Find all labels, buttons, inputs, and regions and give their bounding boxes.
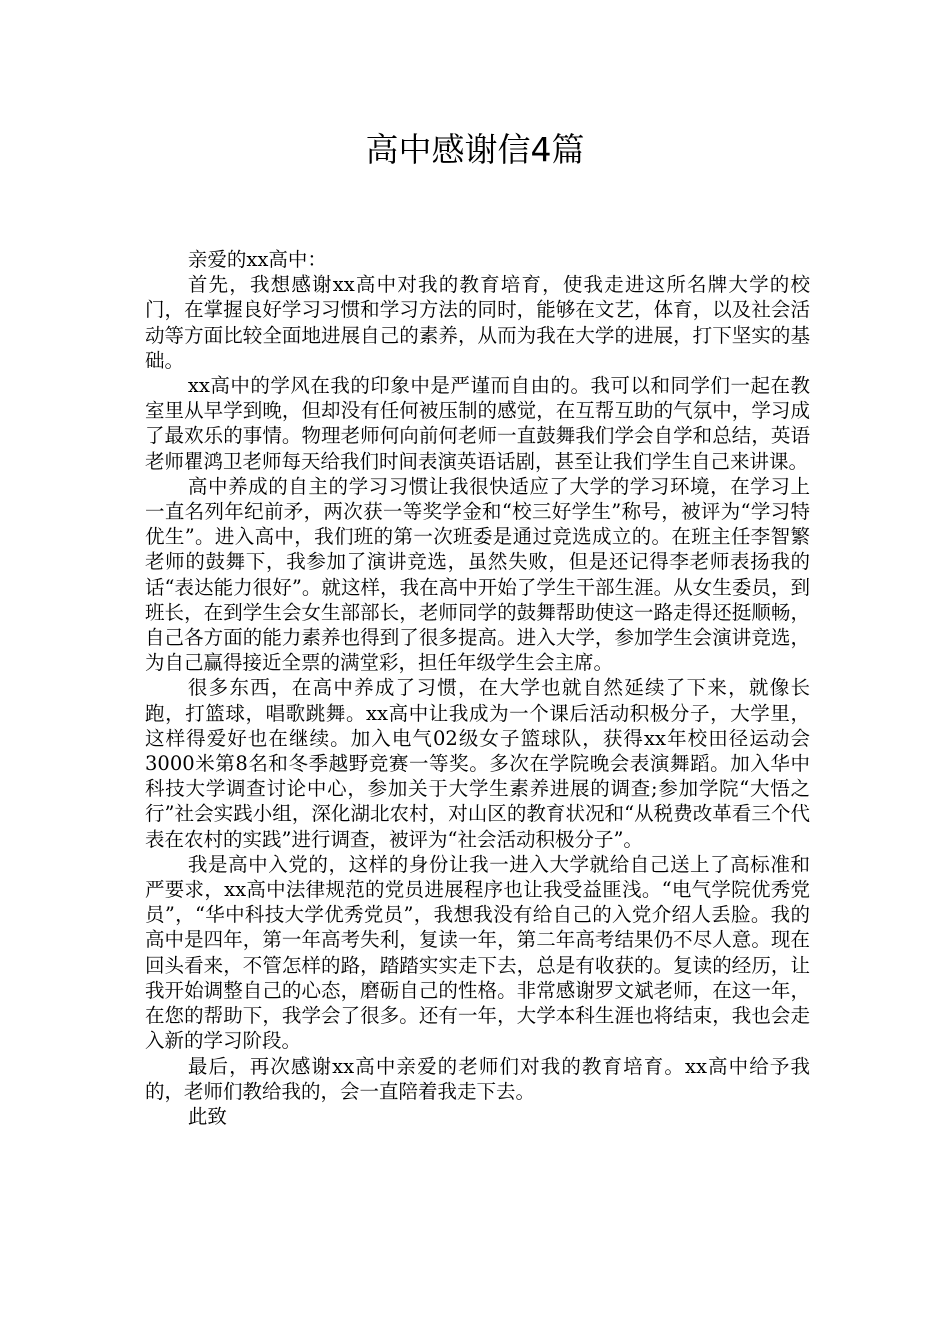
paragraph: xx高中的学风在我的印象中是严谨而自由的。我可以和同学们一起在教室里从早学到晚，但却没有任何被压制的感觉，在互帮互助的气氛中，学习成了最欢乐的事情。物理老师何向前何老师一直鼓舞我们学会自学和总结，英语老师瞿鸿卫老师每天给我们时间表演英语话剧，甚至让我们学生自己来讲课。 — [145, 374, 810, 473]
paragraph: 很多东西，在高中养成了习惯，在大学也就自然延续了下来，就像长跑，打篮球，唱歌跳舞。xx高中让我成为一个课后活动积极分子，大学里，这样得爱好也在继续。加入电气02级女子篮球队，获得xx年校田径运动会3000米第8名和冬季越野竞赛一等奖。多次在学院晚会表演舞蹈。加入华中科技大学调查讨论中心，参加关于大学生素养进展的调查;参加学院“大悟之行”社会实践小组，深化湖北农村，对山区的教育状况和“从税费改革看三个代表在农村的实践”进行调查，被评为“社会活动积极分子”。 — [145, 676, 810, 851]
letter-salutation: 亲爱的xx高中： — [187, 248, 327, 271]
letter-closing: 此致 — [187, 1104, 227, 1128]
paragraph: 我是高中入党的，这样的身份让我一进入大学就给自己送上了高标准和严要求，xx高中法律规范的党员进展程序也让我受益匪浅。“电气学院优秀党员”，“华中科技大学优秀党员”，我想我没有给自己的入党介绍人丢脸。我的高中是四年，第一年高考失利，复读一年，第二年高考结果仍不尽人意。现在回头看来，不管怎样的路，踏踏实实走下去，总是有收获的。复读的经历，让我开始调整自己的心态，磨砺自己的性格。非常感谢罗文斌老师，在这一年，在您的帮助下，我学会了很多。还有一年，大学本科生涯也将结束，我也会走入新的学习阶段。 — [145, 852, 810, 1053]
letter-body — [145, 247, 810, 1129]
paragraph: 首先，我想感谢xx高中对我的教育培育，使我走进这所名牌大学的校门，在掌握良好学习习惯和学习方法的同时，能够在文艺，体育，以及社会活动等方面比较全面地进展自己的素养，从而为我在大学的进展，打下坚实的基础。 — [145, 273, 810, 372]
document-title: 高中感谢信4篇 — [365, 130, 585, 169]
paragraph: 高中养成的自主的学习习惯让我很快适应了大学的学习环境，在学习上一直名列年纪前矛，两次获一等奖学金和“校三好学生”称号，被评为“学习特优生”。进入高中，我们班的第一次班委是通过竞选成立的。在班主任李智繁老师的鼓舞下，我参加了演讲竞选，虽然失败，但是还记得李老师表扬我的话“表达能力很好”。就这样，我在高中开始了学生干部生涯。从女生委员，到班长，在到学生会女生部部长，老师同学的鼓舞帮助使这一路走得还挺顺畅，自己各方面的能力素养也得到了很多提高。进入大学，参加学生会演讲竞选，为自己赢得接近全票的满堂彩，担任年级学生会主席。 — [145, 474, 810, 675]
paragraph: 最后，再次感谢xx高中亲爱的老师们对我的教育培育。xx高中给予我的，老师们教给我的，会一直陪着我走下去。 — [145, 1054, 810, 1103]
